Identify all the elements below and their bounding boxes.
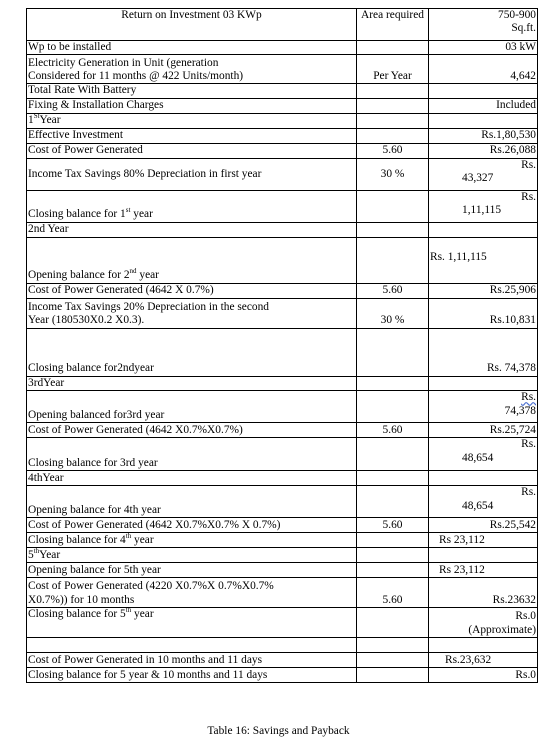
currency-prefix: Rs.: [521, 391, 536, 404]
row-value: Rs.25,906: [429, 283, 538, 298]
row-label: Electricity Generation in Unit (generation Considered for 11 months @ 422 Units/month): [27, 55, 357, 84]
row-value: Rs 23,112: [429, 533, 538, 548]
row-value: Rs.1,80,530: [429, 128, 538, 143]
row-label: Income Tax Savings 80% Depreciation in first year: [27, 158, 357, 190]
row-rate: [357, 237, 429, 283]
row-label: Fixing & Installation Charges: [27, 98, 357, 113]
row-value: [429, 471, 538, 486]
table-row: [27, 376, 538, 390]
row-rate: [357, 128, 429, 143]
row-rate: [357, 328, 429, 376]
table-row: [27, 222, 538, 237]
row-value: Rs.23,632: [429, 653, 538, 668]
row-value: [429, 438, 538, 471]
row-label: Total Rate With Battery: [27, 84, 357, 98]
table-row: [27, 9, 538, 41]
row-value: [429, 84, 538, 98]
row-label: Income Tax Savings 20% Depreciation in the second Year (180530X0.2 X0.3).: [27, 298, 357, 328]
row-label: Closing balance for 1st year: [27, 190, 357, 222]
row-value: Rs.26,088: [429, 143, 538, 158]
table-caption: Table 16: Savings and Payback: [207, 725, 350, 737]
row-rate: [357, 548, 429, 563]
row-label: Closing balance for 5 year & 10 months and 11 days: [27, 668, 357, 683]
row-value: Rs.0 (Approximate): [429, 608, 538, 638]
table-row: [27, 41, 538, 55]
table-row: [27, 638, 538, 653]
amount: 74,378: [504, 404, 536, 417]
row-value: [429, 548, 538, 563]
row-value: Rs 23,112: [429, 563, 538, 578]
table-row: [27, 298, 538, 328]
section-heading: 2nd Year: [27, 222, 357, 237]
section-heading: 3rdYear: [27, 376, 357, 390]
row-value: 03 kW: [429, 41, 538, 55]
savings-payback-table: [26, 8, 538, 683]
amount: 48,654: [462, 499, 494, 512]
row-rate: [357, 190, 429, 222]
row-label: Opening balance for 2nd year: [27, 237, 357, 283]
row-rate: 5.60: [357, 283, 429, 298]
row-value: Rs.25,724: [429, 423, 538, 438]
table-row: [27, 158, 538, 190]
row-value: [429, 391, 538, 423]
table-row: [27, 190, 538, 222]
table-row: [27, 471, 538, 486]
row-label: Closing balance for 4th year: [27, 533, 357, 548]
row-rate: [357, 84, 429, 98]
row-label: Opening balance for 5th year: [27, 563, 357, 578]
row-label: Cost of Power Generated (4642 X0.7%X0.7%): [27, 423, 357, 438]
row-value: [429, 113, 538, 128]
row-value: Rs.25,542: [429, 518, 538, 533]
row-value: [429, 158, 538, 190]
row-value: [429, 486, 538, 518]
row-label: Cost of Power Generated in 10 months and 11 days: [27, 653, 357, 668]
row-value: [429, 376, 538, 390]
row-label: Closing balance for 3rd year: [27, 438, 357, 471]
row-label: Cost of Power Generated: [27, 143, 357, 158]
row-rate: 5.60: [357, 518, 429, 533]
table-row: [27, 128, 538, 143]
row-label: Cost of Power Generated (4642 X0.7%X0.7% X 0.7%): [27, 518, 357, 533]
amount: 43,327: [462, 172, 494, 185]
row-value: 4,642: [429, 55, 538, 84]
row-value: Rs. 74,378: [429, 328, 538, 376]
row-value: Rs.23632: [429, 578, 538, 608]
row-value: [429, 222, 538, 237]
row-rate: [357, 438, 429, 471]
row-value: Rs.10,831: [429, 298, 538, 328]
table-row: [27, 563, 538, 578]
table-row: [27, 143, 538, 158]
row-value: [429, 190, 538, 222]
row-rate: 5.60: [357, 143, 429, 158]
row-rate: [357, 113, 429, 128]
section-heading: 5thYear: [27, 548, 357, 563]
row-rate: [357, 638, 429, 653]
amount: 48,654: [462, 451, 494, 464]
table-row: [27, 391, 538, 423]
currency-prefix: Rs.: [521, 486, 536, 499]
row-rate: [357, 391, 429, 423]
row-rate: [357, 668, 429, 683]
table-row: [27, 55, 538, 84]
amount: 1,11,115: [462, 204, 502, 217]
row-rate: [357, 222, 429, 237]
table-row: [27, 578, 538, 608]
savings-payback-document: [26, 8, 537, 683]
table-row: [27, 98, 538, 113]
row-label: Wp to be installed: [27, 41, 357, 55]
row-rate: [357, 653, 429, 668]
row-rate: [357, 486, 429, 518]
row-value: [429, 638, 538, 653]
table-row: [27, 237, 538, 283]
row-rate: 30 %: [357, 158, 429, 190]
currency-prefix: Rs.: [521, 438, 536, 451]
table-row: [27, 608, 538, 638]
row-label: Effective Investment: [27, 128, 357, 143]
area-required-label: Area required: [357, 9, 429, 41]
table-row: [27, 438, 538, 471]
table-row: [27, 283, 538, 298]
table-row: [27, 328, 538, 376]
row-label: Cost of Power Generated (4220 X0.7%X 0.7%X0.7% X0.7%)) for 10 months: [27, 578, 357, 608]
row-rate: Per Year: [357, 55, 429, 84]
table-row: [27, 518, 538, 533]
row-label: Opening balanced for3rd year: [27, 391, 357, 423]
table-row: [27, 533, 538, 548]
row-rate: [357, 41, 429, 55]
row-rate: [357, 98, 429, 113]
table-row: [27, 668, 538, 683]
row-rate: [357, 608, 429, 638]
row-label: Closing balance for2ndyear: [27, 328, 357, 376]
currency-prefix: Rs.: [521, 158, 536, 171]
row-rate: 5.60: [357, 578, 429, 608]
row-value: Rs.0: [429, 668, 538, 683]
row-label: Cost of Power Generated (4642 X 0.7%): [27, 283, 357, 298]
row-rate: 30 %: [357, 298, 429, 328]
section-heading: 1StYear: [27, 113, 357, 128]
table-title-cell: Return on Investment 03 KWp: [27, 9, 357, 41]
area-value: 750-900 Sq.ft.: [429, 9, 538, 41]
row-rate: [357, 471, 429, 486]
row-label: Closing balance for 5th year: [27, 608, 357, 638]
row-rate: [357, 563, 429, 578]
table-row: [27, 84, 538, 98]
row-rate: [357, 376, 429, 390]
row-label: Opening balance for 4th year: [27, 486, 357, 518]
row-rate: [357, 533, 429, 548]
currency-prefix: Rs.: [521, 190, 536, 203]
table-row: [27, 486, 538, 518]
table-row: [27, 423, 538, 438]
row-rate: 5.60: [357, 423, 429, 438]
row-value: Rs. 1,11,115: [429, 237, 538, 283]
row-value: Included: [429, 98, 538, 113]
table-row: [27, 548, 538, 563]
table-row: [27, 113, 538, 128]
section-heading: 4thYear: [27, 471, 357, 486]
row-label: [27, 638, 357, 653]
table-row: [27, 653, 538, 668]
